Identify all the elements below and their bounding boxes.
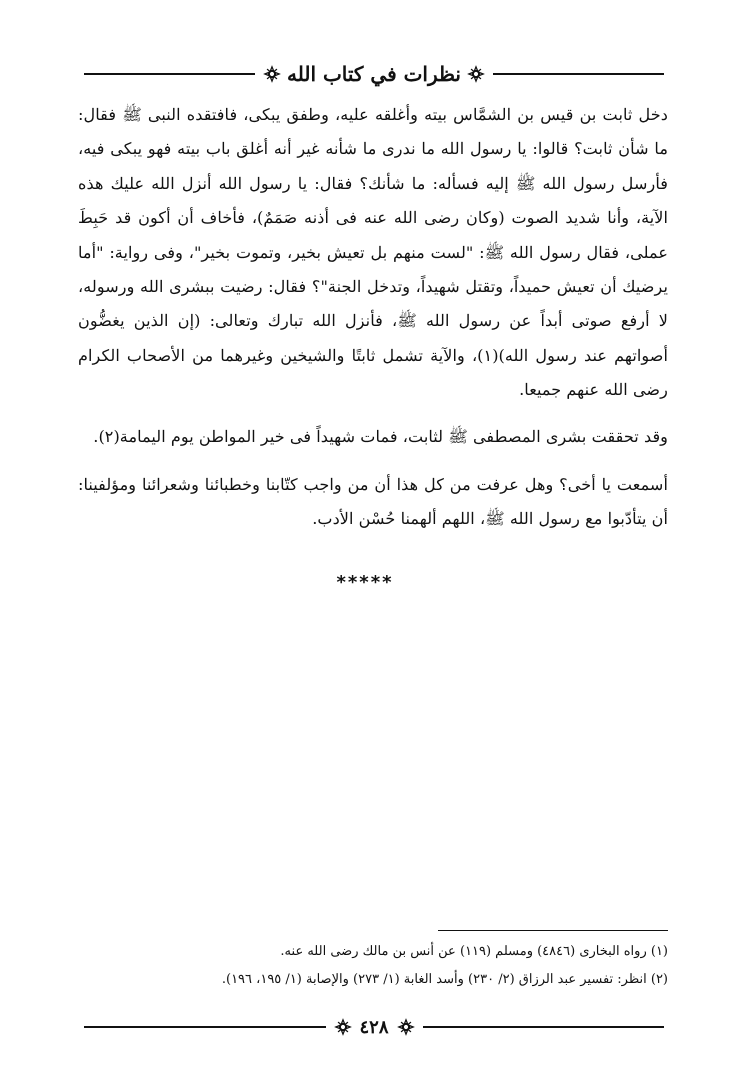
flower-ornament-icon — [263, 65, 281, 83]
footnote-rule — [438, 930, 668, 931]
body-paragraph-3: أسمعت يا أخى؟ وهل عرفت من كل هذا أن من واجب كتّابنا وخطبائنا وشعرائنا ومؤلفينا: أن يتأدّبوا مع رسول الله ﷺ، اللهم ألهمنا حُسْن الأدب. — [78, 475, 668, 529]
flower-ornament-icon — [397, 1018, 415, 1036]
footnotes — [150, 938, 668, 994]
page-number-group — [326, 1017, 423, 1038]
flower-ornament-icon — [467, 65, 485, 83]
body-paragraph-2: وقد تحققت بشرى المصطفى ﷺ لثابت، فمات شهيداً فى خير المواطن يوم اليمامة(٢). — [93, 426, 668, 446]
running-header — [84, 56, 664, 92]
paragraph-gap — [78, 454, 668, 468]
page-number: ٤٢٨ — [359, 1016, 389, 1038]
paragraph-gap — [78, 408, 668, 420]
section-separator: ***** — [336, 572, 394, 593]
footnote-2: (٢) انظر: تفسير عبد الرزاق (٢/ ٢٣٠) وأسد الغابة (١/ ٢٧٣) والإصابة (١/ ١٩٥، ١٩٦). — [221, 972, 668, 987]
header-rule-left — [84, 73, 255, 75]
header-title: نظرات في كتاب الله — [287, 62, 461, 86]
flower-ornament-icon — [334, 1018, 352, 1036]
footer-rule-left — [84, 1026, 326, 1028]
footer-rule-right — [423, 1026, 665, 1028]
body-text — [78, 98, 668, 537]
page-footer — [84, 1012, 664, 1042]
header-title-group — [255, 62, 493, 86]
header-rule-right — [493, 73, 664, 75]
body-paragraph-1: دخل ثابت بن قيس بن الشمَّاس بيته وأغلقه عليه، وطفق يبكى، فافتقده النبى ﷺ فقال: ما شأن ثابت؟ قالوا: يا رسول الله ما ندرى ما شأنه غير أنه أغلق باب بيته فهو يبكى فيه، فأرسل رسول الله ﷺ إليه فسأله: ما شأنك؟ فقال: يا رسول الله أنزل الله عليك هذه الآية، وأنا شديد الصوت (وكان رضى الله عنه فى أذنه صَمَمٌ)، فأخاف أن أكون قد حَبِطَ عملى، فقال رسول الله ﷺ: "لست منهم بل تعيش بخير، وتموت بخير"، وفى رواية: "أما يرضيك أن تعيش حميداً، وتقتل شهيداً، وتدخل الجنة"؟ فقال: رضيت ببشرى الله ورسوله، لا أرفع صوتى أبداً عن رسول الله ﷺ، فأنزل الله تبارك وتعالى: (إن الذين يغضُّون أصواتهم عند رسول الله)(١)، والآية تشمل ثابتًا والشيخين وغيرهما من الأصحاب الكرام رضى الله عنهم جميعا. — [78, 105, 669, 400]
footnote-1: (١) رواه البخارى (٤٨٤٦) ومسلم (١١٩) عن أنس بن مالك رضى الله عنه. — [280, 944, 668, 959]
